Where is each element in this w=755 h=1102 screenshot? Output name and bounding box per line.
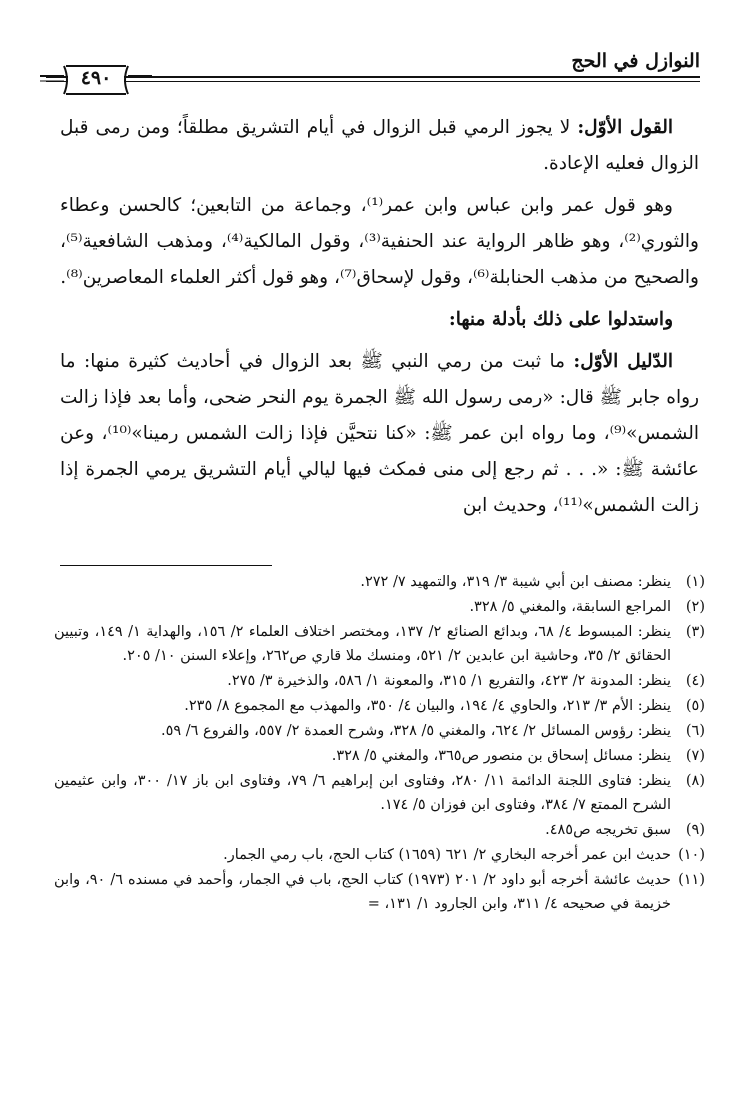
footnotes xyxy=(54,570,705,917)
footnote-text: ينظر: مسائل إسحاق بن منصور ص٣٦٥، والمغني ٥/ ٣٢٨. xyxy=(331,748,671,764)
footnote-text: سبق تخريجه ص٤٨٥. xyxy=(545,822,671,838)
footnote-number: (٣) xyxy=(685,624,705,640)
first-opinion-label: القول الأوّل: xyxy=(577,117,673,138)
running-title: النوازل في الحج xyxy=(571,50,700,72)
footnote xyxy=(54,818,705,842)
footnote xyxy=(54,570,705,594)
footnote xyxy=(54,669,705,693)
footnote xyxy=(54,595,705,619)
footnote xyxy=(54,719,705,743)
footnote-text: ينظر: المبسوط ٤/ ٦٨، وبدائع الصنائع ٢/ ١٣٧، ومختصر اختلاف العلماء ٢/ ١٥٦، والهداية ١/ ١٤٩، وتبيين الحقائق ٢/ ٣٥، وحاشية ابن عابدين ٢/ ٥٢١، ومنسك ملا قاري ص٢٦٢، وإعلاء السنن ١٠/ ٢٠٥. xyxy=(54,624,671,664)
footnote xyxy=(54,769,705,817)
footnote xyxy=(54,843,705,867)
footnote-text: ينظر: المدونة ٢/ ٤٢٣، والتفريع ١/ ٣١٥، والمعونة ١/ ٥٨٦، والذخيرة ٣/ ٢٧٥. xyxy=(227,673,671,689)
footnote-text: ينظر: رؤوس المسائل ٢/ ٦٢٤، والمغني ٥/ ٣٢٨، وشرح العمدة ٢/ ٥٥٧، والفروع ٦/ ٥٩. xyxy=(160,723,671,739)
footnote-number: (٧) xyxy=(685,748,705,764)
first-evidence-text: ما ثبت من رمي النبي ﷺ بعد الزوال في أحاديث كثيرة منها: ما رواه جابر ﷺ قال: «رمى رسول الله ﷺ الجمرة يوم النحر ضحى، وأما بعد فإذا زالت الشمس»⁽⁹⁾، وما رواه ابن عمر ﷺ: «كنا نتحيَّن فإذا زالت الشمس رمينا»⁽¹⁰⁾، وعن عائشة ﷺ: «. . . ثم رجع إلى منى فمكث فيها ليالي أيام التشريق يرمي الجمرة إذا زالت الشمس»⁽¹¹⁾، وحديث ابن xyxy=(60,351,700,516)
footnote-text: حديث ابن عمر أخرجه البخاري ٢/ ٦٢١ (١٦٥٩) كتاب الحج، باب رمي الجمار. xyxy=(223,847,671,863)
footnote xyxy=(54,694,705,718)
evidence-heading: واستدلوا على ذلك بأدلة منها: xyxy=(448,309,673,330)
footnote xyxy=(54,620,705,668)
first-evidence-label: الدّليل الأوّل: xyxy=(573,351,673,372)
footnote-number: (٩) xyxy=(685,822,705,838)
footnote-number: (١٠) xyxy=(678,847,705,863)
main-text xyxy=(60,110,699,530)
footnote-number: (١) xyxy=(685,574,705,590)
footnote-text: ينظر: فتاوى اللجنة الدائمة ١١/ ٢٨٠، وفتاوى ابن إبراهيم ٦/ ٧٩، وفتاوى ابن باز ١٧/ ٣٠٠، وابن عثيمين الشرح الممتع ٧/ ٣٨٤، وفتاوى ابن فوزان ٥/ ١٧٤. xyxy=(54,773,672,813)
footnote-separator xyxy=(60,565,272,566)
footnote-number: (٤) xyxy=(685,673,705,689)
footnote-text: المراجع السابقة، والمغني ٥/ ٣٢٨. xyxy=(469,599,671,615)
footnote-text: حديث عائشة أخرجه أبو داود ٢/ ٢٠١ (١٩٧٣) كتاب الحج، باب في الجمار، وأحمد في مسنده ٦/ ٩٠، وابن خزيمة في صحيحه ٤/ ٣١١، وابن الجارود ١/ ١٣١، = xyxy=(54,872,671,912)
paragraph-proponents: وهو قول عمر وابن عباس وابن عمر⁽¹⁾، وجماعة من التابعين؛ كالحسن وعطاء والثوري⁽²⁾، وهو ظاهر الرواية عند الحنفية⁽³⁾، وقول المالكية⁽⁴⁾، ومذهب الشافعية⁽⁵⁾، والصحيح من مذهب الحنابلة⁽⁶⁾، وقول لإسحاق⁽⁷⁾، وهو قول أكثر العلماء المعاصرين⁽⁸⁾. xyxy=(60,195,699,288)
page-number: ٤٩٠ xyxy=(68,67,124,89)
footnote-number: (٥) xyxy=(685,698,705,714)
paragraph-first-opinion xyxy=(60,110,699,182)
footnote-number: (٦) xyxy=(685,723,705,739)
paragraph-first-evidence xyxy=(60,344,699,524)
footnote-text: ينظر: الأم ٣/ ٢١٣، والحاوي ٤/ ١٩٤، والبيان ٤/ ٣٥٠، والمهذب مع المجموع ٨/ ٢٣٥. xyxy=(184,698,671,714)
footnote-number: (٨) xyxy=(685,773,705,789)
footnote-number: (٢) xyxy=(685,599,705,615)
page-number-frame xyxy=(40,63,152,97)
footnote-number: (١١) xyxy=(678,872,705,888)
first-opinion-text: لا يجوز الرمي قبل الزوال في أيام التشريق مطلقاً؛ ومن رمى قبل الزوال فعليه الإعادة. xyxy=(60,117,699,174)
footnote xyxy=(54,744,705,768)
footnote-text: ينظر: مصنف ابن أبي شيبة ٣/ ٣١٩، والتمهيد ٧/ ٢٧٢. xyxy=(360,574,671,590)
footnote xyxy=(54,868,705,916)
